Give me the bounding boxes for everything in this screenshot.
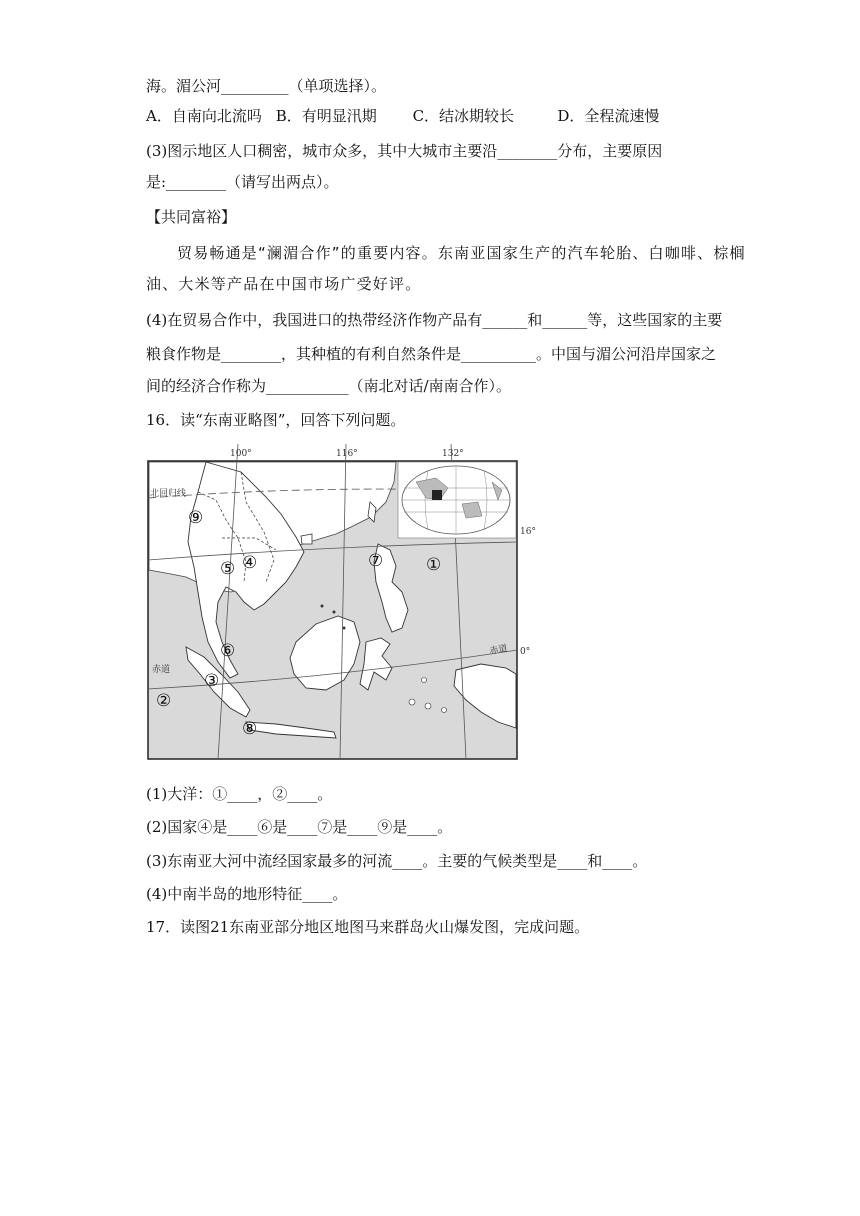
- equator-label-right: 赤道: [488, 643, 509, 657]
- southeast-asia-map: [146, 442, 546, 762]
- equator-label-left: 赤道: [152, 665, 171, 675]
- marker-2: ②: [156, 691, 172, 711]
- choice-d: D．全程流速慢: [557, 107, 660, 125]
- marker-3: ③: [204, 671, 220, 691]
- small-island: [409, 699, 415, 705]
- question-17-heading: 17．读图21东南亚部分地区地图马来群岛火山爆发图，完成问题。: [146, 918, 590, 936]
- question-16-sub-1: (1)大洋：①____，②____。: [146, 785, 333, 803]
- question-16-sub-3: (3)东南亚大河中流经国家最多的河流____。主要的气候类型是____和____。: [146, 852, 648, 870]
- question-16-sub-4: (4)中南半岛的地形特征____。: [146, 885, 348, 903]
- inset-highlight: [432, 490, 442, 500]
- choice-b: B．有明显汛期: [275, 107, 377, 125]
- small-island: [425, 703, 431, 709]
- marker-5: ⑤: [220, 559, 236, 579]
- lat-label-16: 16°: [520, 527, 536, 537]
- map-svg: [146, 442, 546, 762]
- choice-c: C．结冰期较长: [412, 107, 515, 125]
- hainan-island: [301, 534, 312, 544]
- small-island: [442, 708, 447, 713]
- question-3-line-1: (3)图示地区人口稠密，城市众多，其中大城市主要沿________分布，主要原因: [146, 142, 663, 160]
- question-16-sub-2: (2)国家④是____⑥是____⑦是____⑨是____。: [146, 818, 453, 836]
- tropic-label: 北回归线: [150, 489, 187, 499]
- marker-4: ④: [242, 553, 258, 573]
- question-16-heading: 16．读“东南亚略图”，回答下列问题。: [146, 411, 406, 429]
- passage-line-1: 贸易畅通是“澜湄合作”的重要内容。东南亚国家生产的汽车轮胎、白咖啡、棕榈: [177, 244, 746, 262]
- passage-line-2: 油、大米等产品在中国市场广受好评。: [146, 275, 422, 293]
- choice-row: [146, 106, 659, 126]
- question-4-line-1: (4)在贸易合作中，我国进口的热带经济作物产品有______和______等，这些国家的主要: [146, 311, 723, 329]
- choice-a: A．自南向北流吗: [146, 107, 262, 125]
- small-island: [422, 678, 427, 683]
- question-4-line-2: 粮食作物是________，其种植的有利自然条件是__________。中国与湄公河沿岸国家之: [146, 345, 717, 363]
- lon-label-116: 116°: [336, 449, 358, 459]
- question-text-line: 海。湄公河_________（单项选择）。: [146, 77, 387, 95]
- question-4-line-3: 间的经济合作称为___________（南北对话/南南合作）。: [146, 377, 512, 395]
- small-island: [333, 611, 336, 614]
- marker-6: ⑥: [220, 641, 236, 661]
- small-island: [343, 627, 346, 630]
- section-heading: 【共同富裕】: [146, 208, 237, 226]
- marker-9: ⑨: [188, 508, 204, 528]
- lat-label-0: 0°: [520, 647, 531, 657]
- question-3-line-2: 是:________（请写出两点）。: [146, 173, 339, 191]
- marker-1: ①: [426, 555, 442, 575]
- marker-8: ⑧: [242, 719, 258, 739]
- lon-label-132: 132°: [442, 449, 464, 459]
- marker-7: ⑦: [368, 551, 384, 571]
- small-island: [321, 605, 324, 608]
- lon-label-100: 100°: [230, 449, 252, 459]
